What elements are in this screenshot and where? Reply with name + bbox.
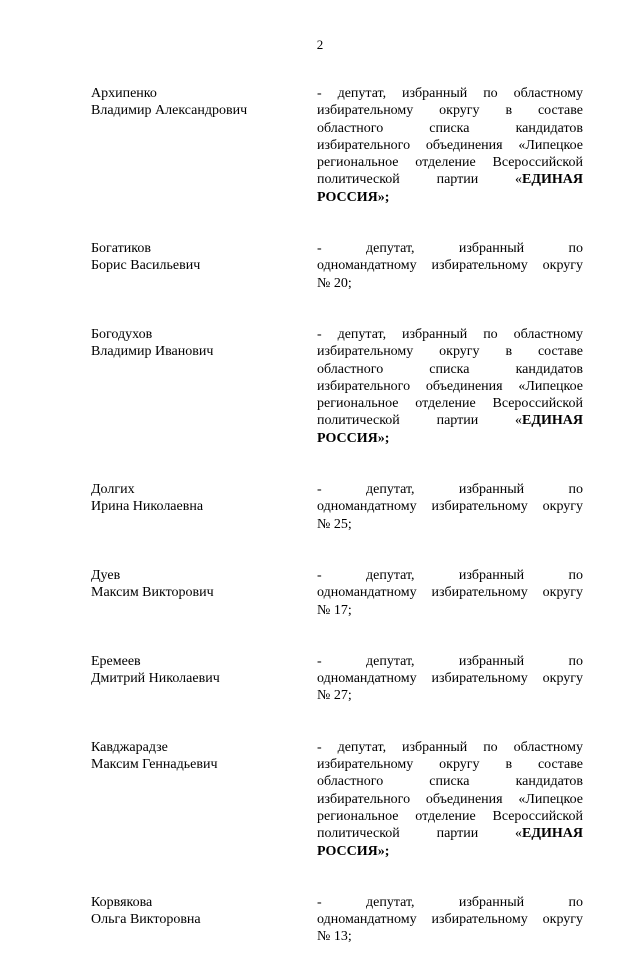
deputy-description	[317, 894, 583, 946]
description-line	[317, 326, 583, 343]
description-line	[317, 567, 583, 584]
description-line	[317, 928, 583, 945]
description-text: избирательному округу в составе	[317, 757, 583, 773]
deputy-description	[317, 739, 583, 860]
description-text: избирательного объединения «Липецкое	[317, 137, 583, 153]
deputy-given-names: Ирина Николаевна	[91, 499, 204, 515]
description-line	[317, 257, 583, 274]
deputy-given-names: Борис Васильевич	[91, 258, 201, 274]
deputy-surname: Долгих	[91, 482, 135, 498]
deputy-name	[91, 326, 317, 447]
description-line	[317, 102, 583, 119]
deputy-entry	[91, 894, 583, 946]
description-text: политической партии «	[317, 826, 523, 842]
description-text: одномандатному избирательному округу	[317, 258, 583, 274]
description-text: № 13;	[317, 929, 352, 945]
deputy-given-names: Максим Геннадьевич	[91, 757, 218, 773]
description-line	[317, 584, 583, 601]
description-line	[317, 154, 583, 171]
deputy-surname: Богодухов	[91, 326, 153, 342]
description-text: - депутат, избранный по	[317, 653, 583, 669]
party-name: РОССИЯ»;	[317, 843, 390, 859]
description-line	[317, 670, 583, 687]
description-line	[317, 894, 583, 911]
description-text: областного списка кандидатов	[317, 774, 583, 790]
description-line	[317, 602, 583, 619]
deputy-description	[317, 653, 583, 705]
description-text: - депутат, избранный по областному	[317, 739, 583, 755]
description-line	[317, 240, 583, 257]
deputy-entry	[91, 481, 583, 533]
description-line	[317, 843, 583, 860]
description-line	[317, 825, 583, 842]
deputy-name	[91, 481, 317, 533]
deputy-entry	[91, 326, 583, 447]
description-line	[317, 516, 583, 533]
deputy-entry	[91, 567, 583, 619]
description-text: - депутат, избранный по	[317, 894, 583, 910]
description-text: региональное отделение Всероссийской	[317, 396, 583, 412]
description-text: региональное отделение Всероссийской	[317, 808, 583, 824]
description-text: избирательного объединения «Липецкое	[317, 378, 583, 394]
description-line	[317, 481, 583, 498]
description-line	[317, 378, 583, 395]
deputy-given-names: Владимир Александрович	[91, 103, 248, 119]
deputy-description	[317, 326, 583, 447]
description-text: избирательному округу в составе	[317, 344, 583, 360]
deputy-entry	[91, 739, 583, 860]
description-text: - депутат, избранный по	[317, 482, 583, 498]
description-text: № 25;	[317, 516, 352, 532]
description-line	[317, 773, 583, 790]
description-text: - депутат, избранный по	[317, 567, 583, 583]
description-line	[317, 171, 583, 188]
description-line	[317, 275, 583, 292]
deputy-entry	[91, 240, 583, 292]
deputy-surname: Кавджарадзе	[91, 739, 168, 755]
description-text: политической партии «	[317, 172, 523, 188]
description-text: № 17;	[317, 602, 352, 618]
deputy-surname: Еремеев	[91, 653, 141, 669]
deputy-given-names: Ольга Викторовна	[91, 912, 201, 928]
deputy-name	[91, 653, 317, 705]
description-line	[317, 189, 583, 206]
description-text: - депутат, избранный по областному	[317, 86, 583, 101]
description-text: одномандатному избирательному округу	[317, 671, 583, 687]
party-name: ЕДИНАЯ	[522, 826, 583, 842]
description-text: - депутат, избранный по	[317, 241, 583, 257]
description-line	[317, 361, 583, 378]
deputy-description	[317, 240, 583, 292]
description-text: политической партии «	[317, 413, 523, 429]
description-text: № 27;	[317, 688, 352, 704]
deputy-description	[317, 85, 583, 206]
description-text: - депутат, избранный по областному	[317, 326, 583, 342]
deputy-surname: Архипенко	[91, 86, 157, 101]
deputy-name	[91, 894, 317, 946]
description-line	[317, 137, 583, 154]
description-line	[317, 653, 583, 670]
page-number: 2	[316, 37, 324, 52]
description-text: избирательного объединения «Липецкое	[317, 791, 583, 807]
description-line	[317, 808, 583, 825]
party-name: РОССИЯ»;	[317, 430, 390, 446]
deputy-surname: Дуев	[91, 567, 121, 583]
deputy-surname: Богатиков	[91, 241, 151, 257]
description-line	[317, 343, 583, 360]
party-name: РОССИЯ»;	[317, 189, 390, 205]
deputy-name	[91, 240, 317, 292]
description-line	[317, 687, 583, 704]
deputies-list	[91, 85, 583, 980]
description-line	[317, 85, 583, 102]
deputy-name	[91, 739, 317, 860]
deputy-description	[317, 481, 583, 533]
deputy-name	[91, 85, 317, 206]
description-line	[317, 911, 583, 928]
description-line	[317, 412, 583, 429]
description-text: областного списка кандидатов	[317, 361, 583, 377]
description-text: избирательному округу в составе	[317, 103, 583, 119]
description-line	[317, 120, 583, 137]
party-name: ЕДИНАЯ	[522, 413, 583, 429]
description-line	[317, 498, 583, 515]
party-name: ЕДИНАЯ	[522, 172, 583, 188]
description-line	[317, 395, 583, 412]
deputy-given-names: Дмитрий Николаевич	[91, 671, 220, 687]
description-text: одномандатному избирательному округу	[317, 585, 583, 601]
description-line	[317, 430, 583, 447]
description-text: одномандатному избирательному округу	[317, 499, 583, 515]
description-line	[317, 739, 583, 756]
deputy-description	[317, 567, 583, 619]
deputy-entry	[91, 85, 583, 206]
description-text: одномандатному избирательному округу	[317, 912, 583, 928]
deputy-name	[91, 567, 317, 619]
deputy-given-names: Максим Викторович	[91, 585, 214, 601]
description-line	[317, 756, 583, 773]
description-text: областного списка кандидатов	[317, 120, 583, 136]
deputy-surname: Корвякова	[91, 894, 153, 910]
description-text: региональное отделение Всероссийской	[317, 155, 583, 171]
deputy-given-names: Владимир Иванович	[91, 344, 214, 360]
description-text: № 20;	[317, 275, 352, 291]
deputy-entry	[91, 653, 583, 705]
description-line	[317, 791, 583, 808]
